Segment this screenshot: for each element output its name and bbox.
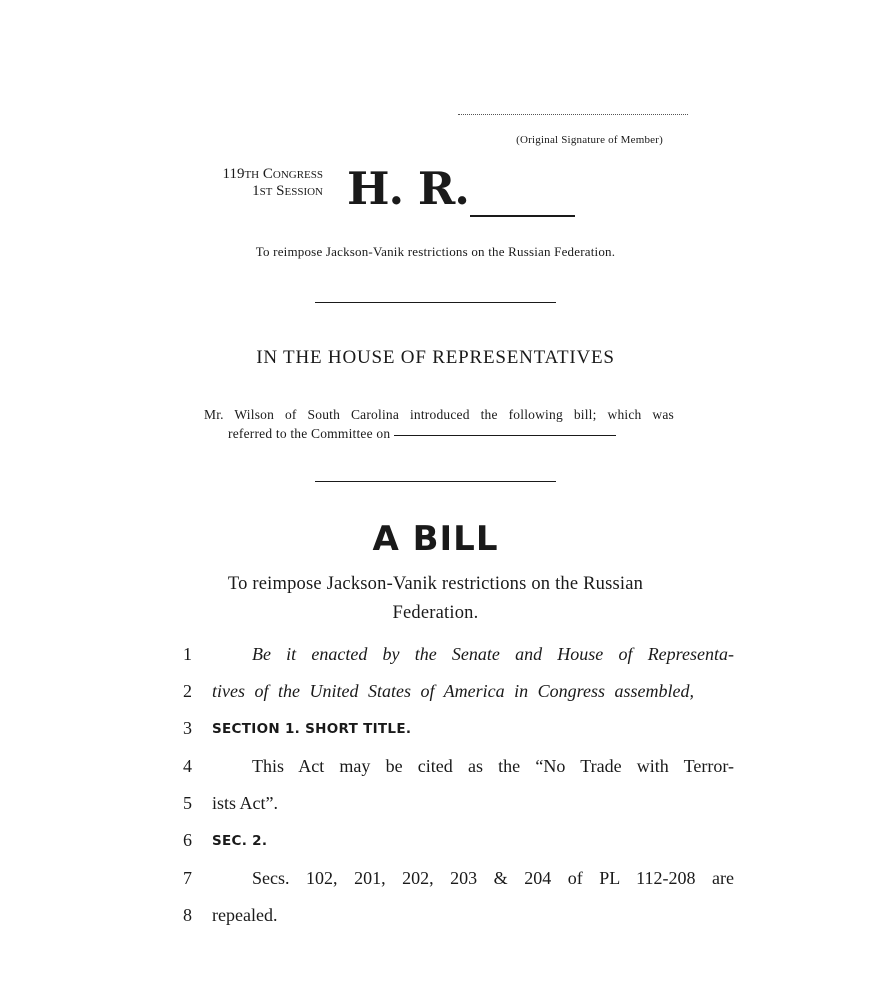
bill-number-prefix: H. R. (347, 162, 469, 215)
congress-label: 119th Congress (222, 166, 323, 182)
divider-rule (315, 302, 556, 303)
line-number: 7 (183, 868, 192, 888)
line-number: 1 (183, 644, 192, 664)
introduction-paragraph (204, 405, 674, 443)
introduction-line-1: Mr. Wilson of South Carolina introduced the following bill; which was (204, 407, 674, 422)
bill-line-text: tives of the United States of America in Congress assembled, (212, 681, 694, 701)
bill-heading: A BILL (372, 519, 499, 559)
short-title: To reimpose Jackson-Vanik restrictions on the Russian Federation. (255, 244, 616, 259)
signature-caption: (Original Signature of Member) (516, 134, 663, 146)
line-number: 6 (183, 830, 192, 850)
introduction-line-2: referred to the Committee on (228, 426, 391, 441)
congress-session-block (150, 166, 323, 200)
line-number: 3 (183, 718, 192, 738)
section-heading: SEC. 2. (212, 833, 268, 849)
bill-line-text: Secs. 102, 201, 202, 203 & 204 of PL 112-208 are (252, 868, 734, 888)
bill-line-text: ists Act”. (212, 793, 278, 813)
divider-rule (315, 481, 556, 482)
line-number: 5 (183, 793, 192, 813)
bill-number-blank (470, 215, 575, 217)
bill-description (170, 570, 701, 628)
line-number: 2 (183, 681, 192, 701)
bill-line-text: repealed. (212, 905, 278, 925)
bill-description-line-2: Federation. (392, 603, 479, 623)
bill-description-line-1: To reimpose Jackson-Vanik restrictions on the Russian (227, 574, 644, 594)
house-heading: IN THE HOUSE OF REPRESENTATIVES (256, 347, 615, 368)
bill-line-text: This Act may be cited as the “No Trade with Terror- (252, 756, 734, 776)
signature-line (458, 114, 688, 115)
line-number: 4 (183, 756, 192, 776)
session-label: 1st Session (252, 183, 323, 199)
bill-line-text: Be it enacted by the Senate and House of Representa- (252, 644, 734, 664)
committee-blank (394, 435, 616, 436)
section-heading: SECTION 1. SHORT TITLE. (212, 721, 412, 737)
introduction-line-2-wrap (204, 424, 674, 443)
line-number: 8 (183, 905, 192, 925)
